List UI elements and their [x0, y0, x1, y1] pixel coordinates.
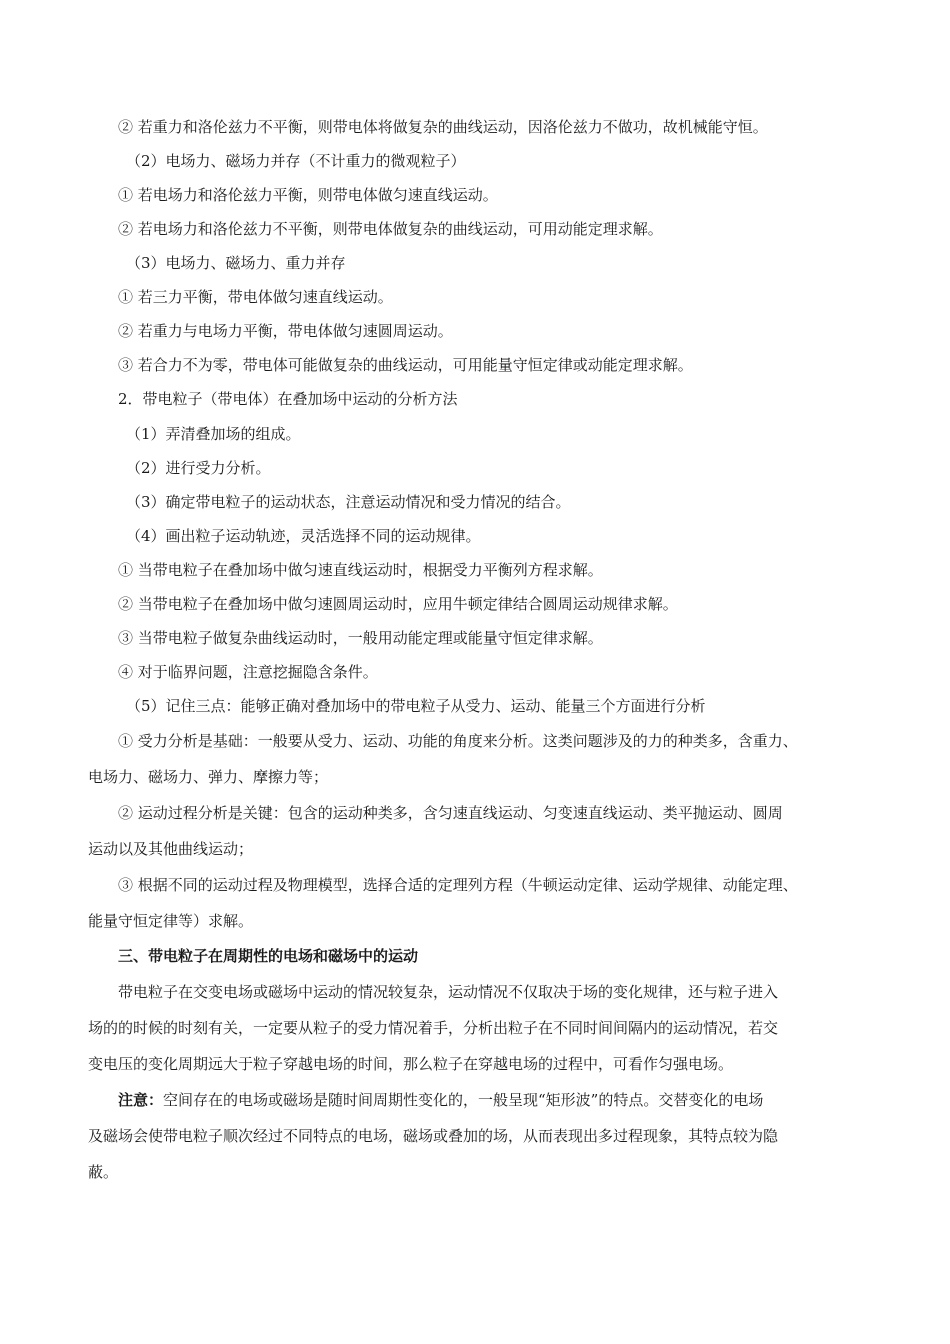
text-line: （5）记住三点：能够正确对叠加场中的带电粒子从受力、运动、能量三个方面进行分析 — [126, 697, 706, 715]
text-line: ② 运动过程分析是关键：包含的运动种类多，含匀速直线运动、匀变速直线运动、类平抛运动、圆周 — [118, 804, 783, 822]
text-line: 电场力、磁场力、弹力、摩擦力等； — [88, 768, 329, 786]
text-line: 2．带电粒子（带电体）在叠加场中运动的分析方法 — [118, 390, 458, 408]
note-line: 蔽。 — [88, 1163, 119, 1181]
text-line: ② 若重力和洛伦兹力不平衡，则带电体将做复杂的曲线运动，因洛伦兹力不做功，故机械能守恒。 — [118, 118, 768, 136]
note-line — [118, 1090, 763, 1110]
text-line: ③ 当带电粒子做复杂曲线运动时，一般用动能定理或能量守恒定律求解。 — [118, 629, 603, 647]
paragraph-line: 变电压的变化周期远大于粒子穿越电场的时间，那么粒子在穿越电场的过程中，可看作匀强电场。 — [88, 1055, 734, 1073]
note-line: 及磁场会使带电粒子顺次经过不同特点的电场，磁场或叠加的场，从而表现出多过程现象，其特点较为隐 — [88, 1127, 779, 1145]
text-line: ① 若电场力和洛伦兹力平衡，则带电体做匀速直线运动。 — [118, 186, 498, 204]
text-line: （3）确定带电粒子的运动状态，注意运动情况和受力情况的结合。 — [126, 493, 571, 511]
text-line: （1）弄清叠加场的组成。 — [126, 425, 301, 443]
text-line: （3）电场力、磁场力、重力并存 — [126, 254, 346, 272]
text-line: （2）进行受力分析。 — [126, 459, 271, 477]
text-line: （2）电场力、磁场力并存（不计重力的微观粒子） — [126, 152, 466, 170]
section-heading: 三、带电粒子在周期性的电场和磁场中的运动 — [118, 947, 419, 965]
text-line: ① 当带电粒子在叠加场中做匀速直线运动时，根据受力平衡列方程求解。 — [118, 561, 603, 579]
paragraph-line: 带电粒子在交变电场或磁场中运动的情况较复杂，运动情况不仅取决于场的变化规律，还与粒子进入 — [118, 983, 779, 1001]
text-line: ③ 根据不同的运动过程及物理模型，选择合适的定理列方程（牛顿运动定律、运动学规律、动能定理、 — [118, 876, 798, 894]
text-line: 运动以及其他曲线运动； — [88, 840, 254, 858]
text-line: （4）画出粒子运动轨迹，灵活选择不同的运动规律。 — [126, 527, 481, 545]
text-line: ① 受力分析是基础：一般要从受力、运动、功能的角度来分析。这类问题涉及的力的种类多，含重力、 — [118, 732, 798, 750]
note-label: 注意： — [118, 1091, 164, 1109]
text-line: ② 当带电粒子在叠加场中做匀速圆周运动时，应用牛顿定律结合圆周运动规律求解。 — [118, 595, 678, 613]
text-line: ③ 若合力不为零，带电体可能做复杂的曲线运动，可用能量守恒定律或动能定理求解。 — [118, 356, 693, 374]
note-text: 空间存在的电场或磁场是随时间周期性变化的，一般呈现“矩形波”的特点。交替变化的电场 — [163, 1091, 764, 1109]
text-line: ① 若三力平衡，带电体做匀速直线运动。 — [118, 288, 393, 306]
paragraph-line: 场的的时候的时刻有关，一定要从粒子的受力情况着手，分析出粒子在不同时间间隔内的运动情况，若交 — [88, 1019, 779, 1037]
text-line: 能量守恒定律等）求解。 — [88, 912, 254, 930]
text-line: ② 若重力与电场力平衡，带电体做匀速圆周运动。 — [118, 322, 453, 340]
text-line: ② 若电场力和洛伦兹力不平衡，则带电体做复杂的曲线运动，可用动能定理求解。 — [118, 220, 663, 238]
text-line: ④ 对于临界问题，注意挖掘隐含条件。 — [118, 663, 378, 681]
